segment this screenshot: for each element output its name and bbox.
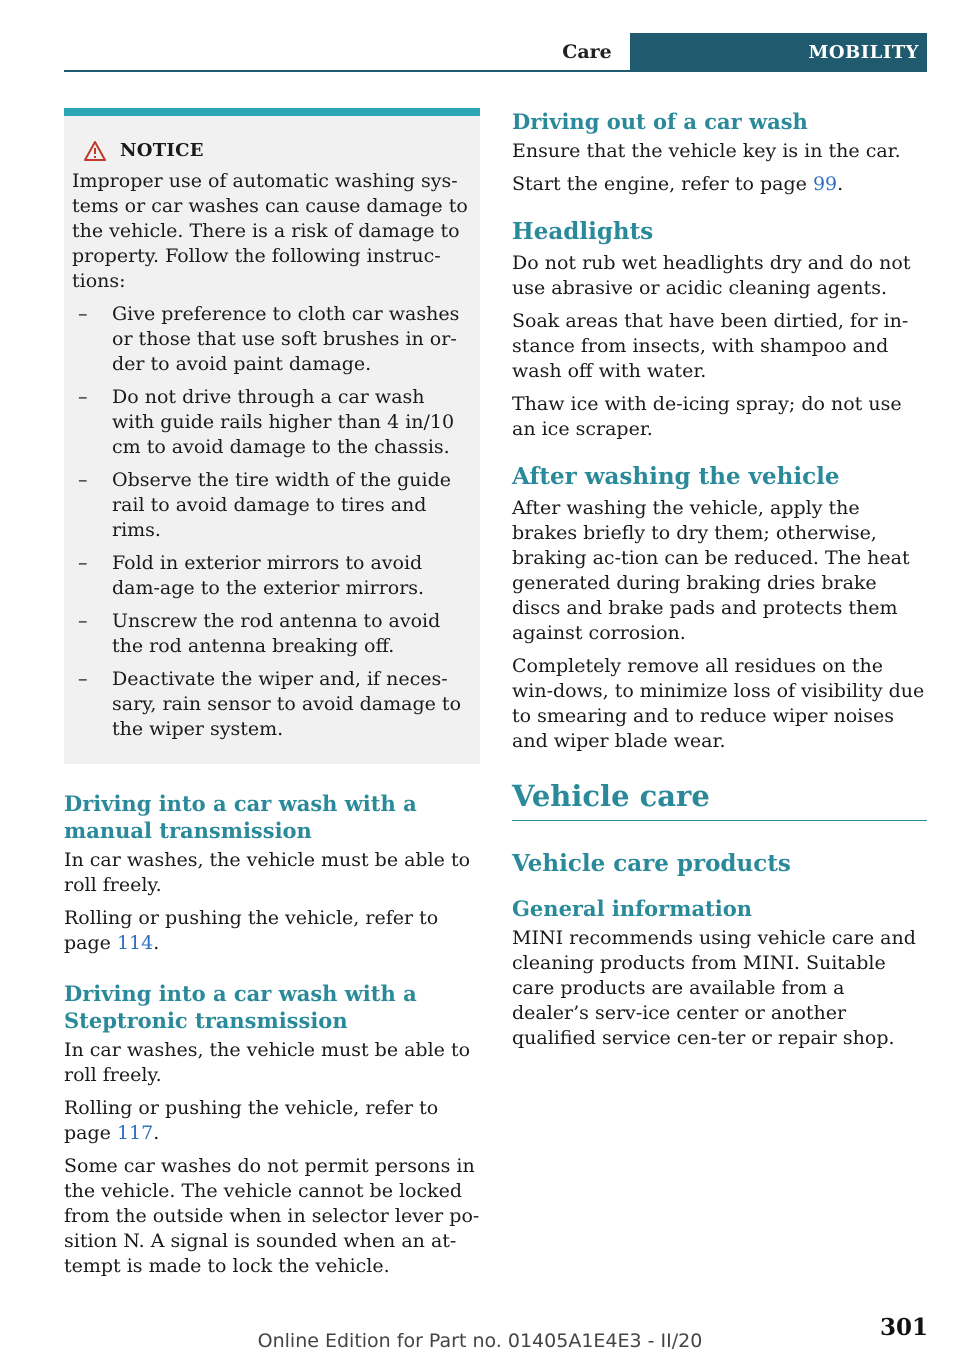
notice-item: – Fold in exterior mirrors to avoid dam-age to the exterior mirrors. [78,552,425,599]
heading-headlights: Headlights [512,218,654,245]
header-divider [64,70,927,72]
warning-triangle-icon [84,141,106,161]
paragraph: Thaw ice with de-icing spray; do not use an ice scraper. [512,393,902,440]
notice-box [64,108,480,764]
heading-steptronic-transmission: Driving into a car wash with a Steptronic transmission [64,981,417,1033]
notice-item: – Do not drive through a car wash with guide rails higher than 4 in/10 cm to avoid damage to the chassis. [78,386,455,458]
footer-edition: Online Edition for Part no. 01405A1E4E3 - II/20 [257,1330,703,1352]
notice-item: – Observe the tire width of the guide rail to avoid damage to tires and rims. [78,469,452,541]
paragraph: Some car washes do not permit persons in the vehicle. The vehicle cannot be locked from the outside when in selector lever po-sition N. A signal is sounded when an at-tempt is made to lock the vehicle. [64,1155,480,1277]
section-vehicle-care [512,778,927,821]
paragraph: After washing the vehicle, apply the brakes briefly to dry them; otherwise, braking ac-tion can be reduced. The heat generated during braking dries brake discs and brake pads and protects them against corrosion. [512,497,910,644]
paragraph: In car washes, the vehicle must be able to roll freely. [64,1039,471,1086]
notice-title [72,140,470,161]
page-link[interactable]: 117 [116,1122,154,1144]
notice-list [72,302,470,742]
notice-item: – Give preference to cloth car washes or those that use soft brushes in or-der to avoid paint damage. [78,303,460,375]
header-section-title: Care [562,41,612,63]
paragraph: MINI recommends using vehicle care and cleaning products from MINI. Suitable care products are available from a dealer’s serv-ice center or another qualified service cen-ter or repair shop. [512,927,916,1049]
paragraph: Rolling or pushing the vehicle, refer to page 114. [64,907,439,954]
page-link[interactable]: 114 [116,932,154,954]
notice-title-text: NOTICE [120,140,204,161]
heading-general-information: General information [512,896,753,921]
paragraph: Ensure that the vehicle key is in the car. [512,140,901,162]
paragraph: Start the engine, refer to page 99. [512,173,844,195]
header-chapter-tab: MOBILITY [630,33,927,71]
heading-vehicle-care: Vehicle care [512,779,710,813]
paragraph: Completely remove all residues on the win-dows, to minimize loss of visibility due to smearing and to reduce wiper noises and wiper blade wear. [512,655,925,752]
left-column [64,108,480,1287]
page-number: 301 [879,1314,928,1341]
heading-after-washing: After washing the vehicle [512,463,840,490]
notice-item: – Unscrew the rod antenna to avoid the rod antenna breaking off. [78,610,441,657]
notice-item: – Deactivate the wiper and, if neces-sary, rain sensor to avoid damage to the wiper system. [78,668,462,740]
heading-vehicle-care-products: Vehicle care products [512,850,791,877]
heading-driving-out: Driving out of a car wash [512,109,808,134]
paragraph: Soak areas that have been dirtied, for in-stance from insects, with shampoo and wash off with water. [512,310,909,382]
paragraph: Do not rub wet headlights dry and do not use abrasive or acidic cleaning agents. [512,252,911,299]
notice-intro: Improper use of automatic washing sys-tems or car washes can cause damage to the vehicle. There is a risk of damage to property. Follow the following instruc-tions: [72,170,468,292]
right-column [512,108,927,1059]
paragraph: Rolling or pushing the vehicle, refer to page 117. [64,1097,439,1144]
page-link[interactable]: 99 [812,173,838,195]
heading-manual-transmission: Driving into a car wash with a manual transmission [64,791,417,843]
paragraph: In car washes, the vehicle must be able to roll freely. [64,849,471,896]
